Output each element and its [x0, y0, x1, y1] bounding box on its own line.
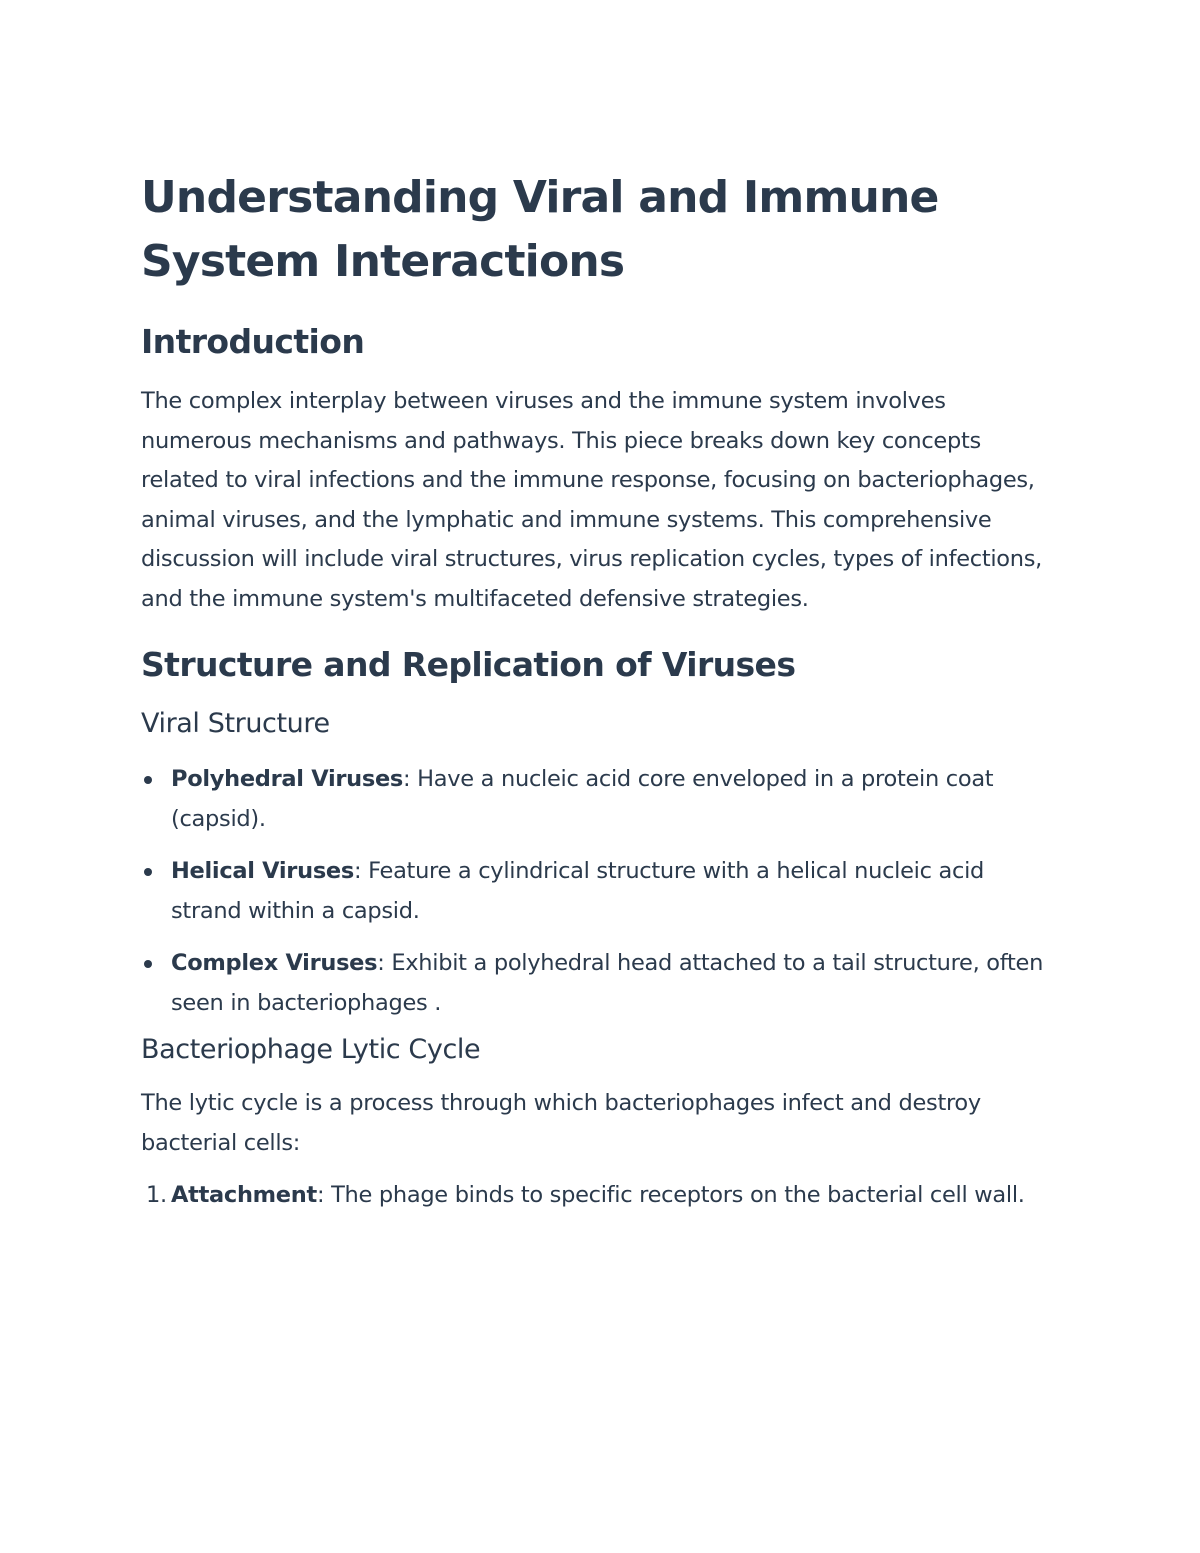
bullet-icon: [144, 868, 152, 876]
introduction-heading: Introduction: [141, 322, 365, 361]
item-term: Complex Viruses: [171, 950, 378, 976]
step-description: : The phage binds to specific receptors on the bacterial cell wall.: [316, 1182, 1025, 1208]
step-term: Attachment: [171, 1182, 317, 1208]
item-term: Helical Viruses: [171, 858, 354, 884]
viral-structure-heading: Viral Structure: [141, 708, 330, 739]
lytic-cycle-heading: Bacteriophage Lytic Cycle: [141, 1034, 481, 1065]
item-term: Polyhedral Viruses: [171, 766, 404, 792]
list-item: [141, 944, 1061, 1023]
list-item: [141, 852, 1061, 931]
bullet-icon: [144, 776, 152, 784]
item-description: : Exhibit a polyhedral head attached to a tail structure, often seen in bacteriophages .: [171, 950, 1044, 1016]
lytic-cycle-steps: [141, 1176, 1061, 1216]
viral-structure-list: [141, 760, 1061, 1023]
structure-replication-heading: Structure and Replication of Viruses: [141, 645, 796, 684]
item-description: : Have a nucleic acid core enveloped in a protein coat (capsid).: [171, 766, 994, 832]
list-item: [141, 760, 1061, 839]
document-title: Understanding Viral and Immune System Interactions: [141, 172, 939, 287]
bullet-icon: [144, 960, 152, 968]
introduction-paragraph: The complex interplay between viruses and the immune system involves numerous mechanisms and pathways. This piece breaks down key concepts related to viral infections and the immune response, focusing on bacteriophages, animal viruses, and the lymphatic and immune systems. This comprehensive discussion will include viral structures, virus replication cycles, types of infections, and the immune system's multifaceted defensive strategies.: [141, 388, 1043, 612]
step-number: 1.: [146, 1182, 167, 1208]
lytic-cycle-intro: The lytic cycle is a process through which bacteriophages infect and destroy bacterial cells:: [141, 1090, 981, 1156]
document-page: [141, 166, 1061, 1216]
item-description: : Feature a cylindrical structure with a helical nucleic acid strand within a capsid.: [171, 858, 985, 924]
list-item: [141, 1176, 1061, 1216]
